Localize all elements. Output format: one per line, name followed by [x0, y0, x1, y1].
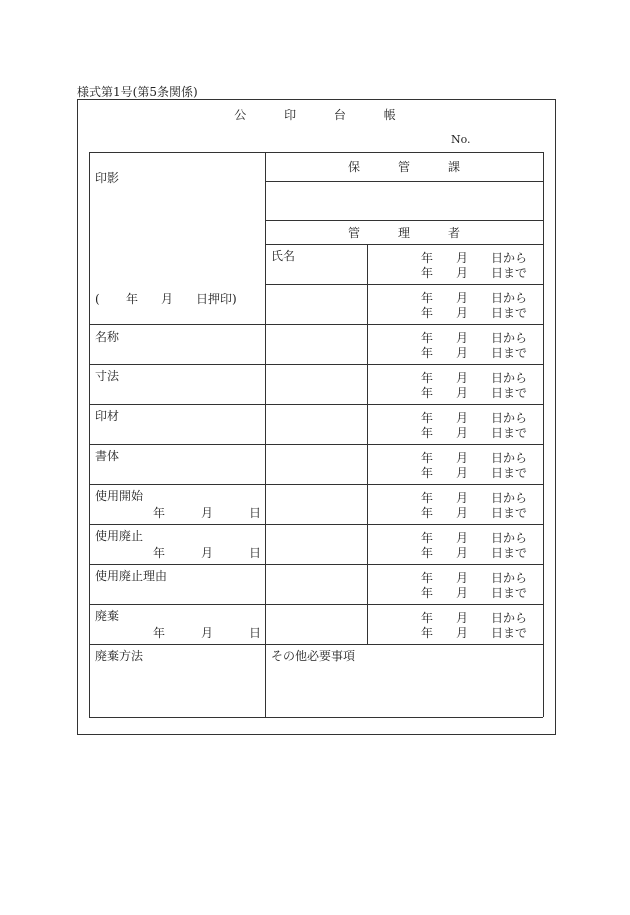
period-year: 年 — [421, 611, 434, 625]
period-suffix: 日から — [491, 251, 528, 265]
title-char: 印 — [284, 108, 297, 122]
date-part: 月 — [201, 626, 214, 640]
period-month: 月 — [456, 571, 469, 585]
period-year: 年 — [421, 371, 434, 385]
period-suffix: 日から — [491, 411, 528, 425]
manager-header: 管 理 者 — [347, 226, 461, 240]
date-part: 年 — [153, 626, 166, 640]
size-label: 寸法 — [95, 369, 120, 383]
period-suffix: 日から — [491, 451, 528, 465]
use-stop-reason-label: 使用廃止理由 — [95, 569, 168, 583]
form-caption: 様式第1号(第5条関係) — [77, 85, 198, 99]
table-rule — [367, 244, 368, 644]
table-rule — [89, 484, 543, 485]
period-month: 月 — [456, 331, 469, 345]
period-year: 年 — [421, 466, 434, 480]
period-suffix: 日から — [491, 611, 528, 625]
table-rule — [89, 324, 543, 325]
table-rule — [265, 244, 543, 245]
period-year: 年 — [421, 386, 434, 400]
table-rule — [265, 220, 543, 221]
period-suffix: 日から — [491, 331, 528, 345]
table-rule — [89, 364, 543, 365]
period-suffix: 日まで — [491, 266, 528, 280]
period-suffix: 日まで — [491, 506, 528, 520]
period-year: 年 — [421, 331, 434, 345]
period-month: 月 — [456, 386, 469, 400]
disposal-method-label: 廃棄方法 — [95, 649, 144, 663]
period-month: 月 — [456, 586, 469, 600]
number-label: No. — [451, 133, 471, 146]
period-month: 月 — [456, 266, 469, 280]
date-part: 日 — [249, 506, 262, 520]
form-frame — [77, 99, 556, 735]
date-part: 年 — [153, 546, 166, 560]
table-rule — [89, 152, 543, 153]
date-part: 月 — [201, 546, 214, 560]
period-suffix: 日から — [491, 531, 528, 545]
period-month: 月 — [456, 411, 469, 425]
period-month: 月 — [456, 531, 469, 545]
period-year: 年 — [421, 531, 434, 545]
table-rule — [265, 284, 543, 285]
period-month: 月 — [456, 491, 469, 505]
date-part: 日 — [249, 546, 262, 560]
period-month: 月 — [456, 466, 469, 480]
title-char: 帳 — [383, 108, 396, 122]
period-year: 年 — [421, 626, 434, 640]
title-char: 台 — [333, 108, 346, 122]
period-suffix: 日まで — [491, 346, 528, 360]
period-month: 月 — [456, 626, 469, 640]
material-label: 印材 — [95, 409, 120, 423]
period-month: 月 — [456, 306, 469, 320]
period-year: 年 — [421, 506, 434, 520]
typeface-label: 書体 — [95, 449, 120, 463]
seal-impression-label: 印影 — [95, 171, 120, 185]
period-suffix: 日まで — [491, 306, 528, 320]
period-month: 月 — [456, 291, 469, 305]
table-rule — [89, 524, 543, 525]
period-month: 月 — [456, 371, 469, 385]
table-rule — [543, 152, 544, 717]
table-rule — [89, 152, 90, 717]
title-char: 公 — [234, 108, 247, 122]
period-month: 月 — [456, 451, 469, 465]
period-suffix: 日まで — [491, 546, 528, 560]
name-label: 名称 — [95, 330, 120, 344]
period-month: 月 — [456, 251, 469, 265]
form-title — [0, 109, 630, 121]
period-year: 年 — [421, 586, 434, 600]
period-month: 月 — [456, 546, 469, 560]
period-suffix: 日まで — [491, 426, 528, 440]
period-year: 年 — [421, 451, 434, 465]
manager-name-label: 氏名 — [271, 249, 296, 263]
period-month: 月 — [456, 346, 469, 360]
period-month: 月 — [456, 426, 469, 440]
period-suffix: 日から — [491, 571, 528, 585]
disposal-label: 廃棄 — [95, 609, 120, 623]
table-rule — [89, 564, 543, 565]
period-year: 年 — [421, 251, 434, 265]
period-month: 月 — [456, 506, 469, 520]
use-stop-label: 使用廃止 — [95, 529, 144, 543]
table-rule — [89, 444, 543, 445]
date-part: 日 — [249, 626, 262, 640]
period-year: 年 — [421, 426, 434, 440]
period-year: 年 — [421, 266, 434, 280]
period-suffix: 日まで — [491, 586, 528, 600]
period-suffix: 日から — [491, 291, 528, 305]
date-part: 月 — [201, 506, 214, 520]
period-suffix: 日まで — [491, 386, 528, 400]
period-year: 年 — [421, 571, 434, 585]
period-year: 年 — [421, 411, 434, 425]
custody-dept-header: 保 管 課 — [347, 160, 461, 174]
use-start-label: 使用開始 — [95, 489, 144, 503]
table-rule — [265, 181, 543, 182]
period-suffix: 日まで — [491, 466, 528, 480]
period-suffix: 日から — [491, 371, 528, 385]
table-rule — [89, 604, 543, 605]
period-year: 年 — [421, 346, 434, 360]
table-rule — [89, 644, 543, 645]
period-year: 年 — [421, 291, 434, 305]
period-suffix: 日から — [491, 491, 528, 505]
table-rule — [89, 404, 543, 405]
period-suffix: 日まで — [491, 626, 528, 640]
other-notes-label: その他必要事項 — [271, 649, 356, 663]
period-month: 月 — [456, 611, 469, 625]
period-year: 年 — [421, 491, 434, 505]
period-year: 年 — [421, 306, 434, 320]
period-year: 年 — [421, 546, 434, 560]
date-part: 年 — [153, 506, 166, 520]
table-rule — [89, 717, 543, 718]
